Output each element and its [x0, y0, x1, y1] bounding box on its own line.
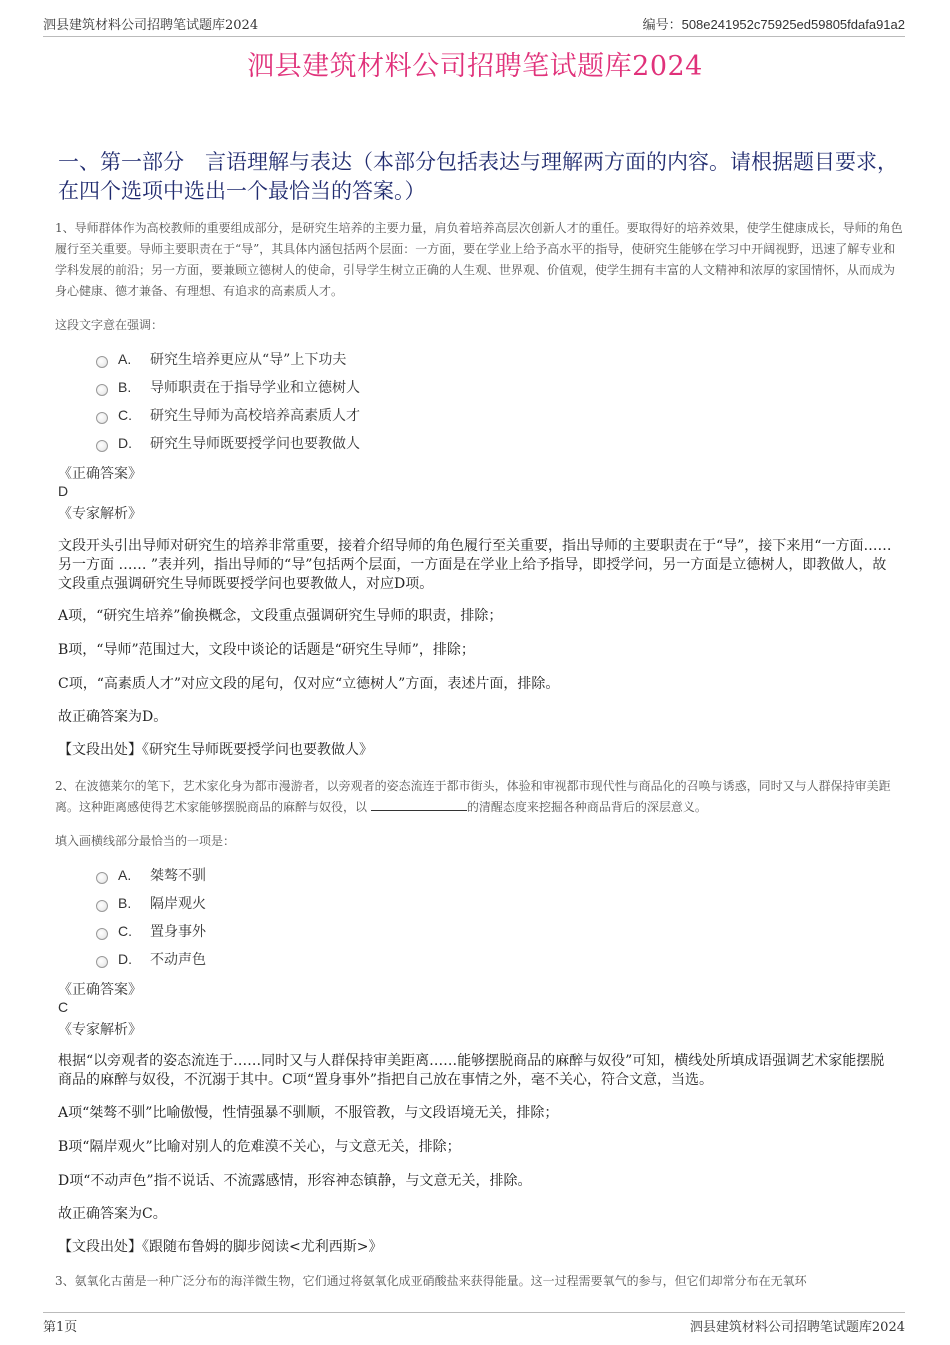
analysis-paragraph: D项“不动声色”指不说话、不流露感情，形容神态镇静，与文意无关，排除。 — [58, 1173, 532, 1189]
page-header — [43, 14, 905, 37]
option-letter: D. — [118, 435, 132, 451]
fill-blank — [371, 799, 467, 811]
option-text: 不动声色 — [150, 952, 206, 968]
option-text: 研究生导师既要授学问也要教做人 — [150, 436, 360, 452]
question-1-stem: 1、导师群体作为高校教师的重要组成部分，是研究生培养的主要力量，肩负着培养高层次创新人才的重任。要取得好的培养效果，使学生健康成长，导师的角色履行至关重要。导师主要职责在于“导”，其具体内涵包括两个层面：一方面，要在学业上给予高水平的指导，使研究生能够在学习中开阔视野，迅速了解专业和学科发展的前沿；另一方面，要兼顾立德树人的使命，引导学生树立正确的人生观、世界观、价值观，使学生拥有丰富的人文精神和浓厚的家国情怀，从而成为身心健康、德才兼备、有理想、有追求的高素质人才。 — [55, 221, 903, 298]
analysis-paragraph: A项，“研究生培养”偷换概念，文段重点强调研究生导师的职责，排除； — [58, 608, 503, 624]
section-title: 一、第一部分 言语理解与表达（本部分包括表达与理解两方面的内容。请根据题目要求，在四个选项中选出一个最恰当的答案。） — [58, 150, 898, 203]
analysis-label: 《专家解析》 — [58, 506, 142, 522]
stem-text: 的清醒态度来挖掘各种商品背后的深层意义。 — [466, 800, 707, 814]
header-code — [643, 14, 905, 33]
option-a[interactable] — [96, 345, 360, 373]
answer-label: 《正确答案》 — [58, 466, 142, 482]
radio-icon[interactable] — [96, 384, 108, 396]
question-1-prompt: 这段文字意在强调： — [55, 318, 164, 332]
radio-icon[interactable] — [96, 928, 108, 940]
option-letter: A. — [118, 351, 132, 367]
analysis-paragraph: B项“隔岸观火”比喻对别人的危难漠不关心，与文意无关，排除； — [58, 1139, 461, 1155]
source-citation: 【文段出处】《跟随布鲁姆的脚步阅读<尤利西斯>》 — [58, 1239, 383, 1255]
option-text: 桀骜不驯 — [150, 868, 206, 884]
analysis-label: 《专家解析》 — [58, 1022, 142, 1038]
question-2-stem — [55, 776, 905, 818]
answer-value: C — [58, 999, 69, 1015]
option-text: 隔岸观火 — [150, 896, 206, 912]
option-d[interactable] — [96, 429, 360, 457]
analysis-conclusion: 故正确答案为D。 — [58, 709, 168, 725]
analysis-paragraph: C项，“高素质人才”对应文段的尾句，仅对应“立德树人”方面，表述片面，排除。 — [58, 676, 560, 692]
option-text: 研究生导师为高校培养高素质人才 — [150, 408, 360, 424]
radio-icon[interactable] — [96, 440, 108, 452]
page-footer — [43, 1312, 905, 1335]
option-text: 置身事外 — [150, 924, 206, 940]
radio-icon[interactable] — [96, 872, 108, 884]
question-1-options — [96, 345, 360, 457]
option-b[interactable] — [96, 889, 206, 917]
stem-text: 2、在波德莱尔的笔下，艺术家化身为都市漫游者，以旁观者的姿态流连于都市街头，体验和审视都市现代性与商品化的召唤与诱惑，同时又与人群保持审美距离。这种距离感使得艺术家能够摆脱商品的麻醉与奴役，以 — [55, 779, 891, 814]
footer-doc-name: 泗县建筑材料公司招聘笔试题库2024 — [689, 1320, 905, 1335]
option-letter: A. — [118, 867, 132, 883]
option-c[interactable] — [96, 401, 360, 429]
option-letter: C. — [118, 407, 132, 423]
analysis-paragraph: B项，“导师”范围过大，文段中谈论的话题是“研究生导师”，排除； — [58, 642, 475, 658]
source-citation: 【文段出处】《研究生导师既要授学问也要教做人》 — [58, 742, 373, 758]
header-code-label: 编号： — [642, 18, 682, 33]
option-text: 研究生培养更应从“导”上下功夫 — [150, 352, 347, 368]
option-c[interactable] — [96, 917, 206, 945]
page-number: 第1页 — [43, 1320, 78, 1335]
option-letter: C. — [118, 923, 132, 939]
analysis-paragraph: 根据“以旁观者的姿态流连于……同时又与人群保持审美距离……能够摆脱商品的麻醉与奴役”可知，横线处所填成语强调艺术家能摆脱商品的麻醉与奴役，不沉溺于其中。C项“置身事外”指把自己放在事情之外，毫不关心，符合文意，当选。 — [58, 1053, 885, 1088]
analysis-paragraph: 文段开头引出导师对研究生的培养非常重要，接着介绍导师的角色履行至关重要，指出导师的主要职责在于“导”，接下来用“一方面……另一方面 …… ”表并列，指出导师的“导”包括两个层面，一方面是在学业上给予指导，即授学问，另一方面是立德树人，即教做人，故文段重点强调研究生导师既要授学问也要教做人，对应D项。 — [58, 538, 892, 592]
radio-icon[interactable] — [96, 900, 108, 912]
answer-label: 《正确答案》 — [58, 982, 142, 998]
question-2-prompt: 填入画横线部分最恰当的一项是： — [55, 834, 236, 848]
question-3-stem: 3、氨氧化古菌是一种广泛分布的海洋微生物，它们通过将氨氧化成亚硝酸盐来获得能量。这一过程需要氧气的参与，但它们却常分布在无氧环 — [55, 1274, 807, 1288]
header-code-value: 508e241952c75925ed59805fdafa91a2 — [681, 17, 905, 32]
analysis-paragraph: A项“桀骜不驯”比喻傲慢，性情强暴不驯顺，不服管教，与文段语境无关，排除； — [58, 1105, 559, 1121]
document-title: 泗县建筑材料公司招聘笔试题库2024 — [247, 51, 703, 82]
option-a[interactable] — [96, 861, 206, 889]
radio-icon[interactable] — [96, 356, 108, 368]
radio-icon[interactable] — [96, 956, 108, 968]
option-letter: B. — [118, 895, 132, 911]
analysis-conclusion: 故正确答案为C。 — [58, 1206, 167, 1222]
option-d[interactable] — [96, 945, 206, 973]
answer-value: D — [58, 483, 69, 499]
radio-icon[interactable] — [96, 412, 108, 424]
header-doc-name: 泗县建筑材料公司招聘笔试题库2024 — [43, 18, 259, 33]
question-2-options — [96, 861, 206, 973]
option-letter: B. — [118, 379, 132, 395]
option-b[interactable] — [96, 373, 360, 401]
option-text: 导师职责在于指导学业和立德树人 — [150, 380, 360, 396]
option-letter: D. — [118, 951, 132, 967]
